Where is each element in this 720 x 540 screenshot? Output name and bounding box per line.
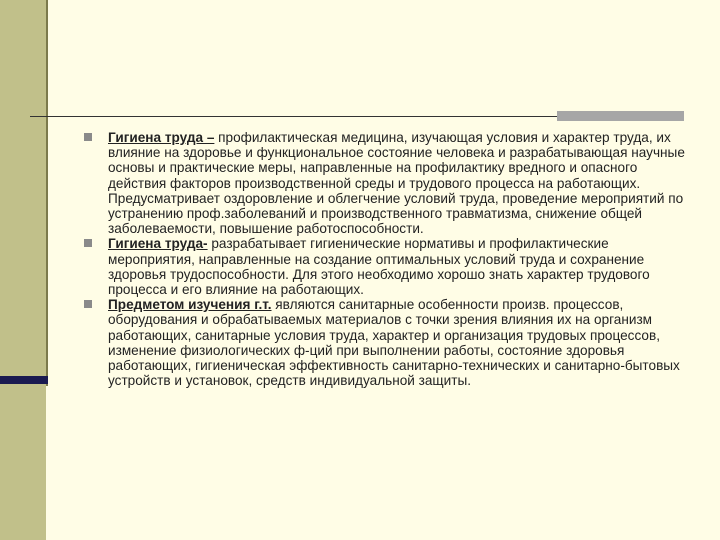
- square-bullet-icon: [84, 239, 92, 247]
- bullet-term: Гигиена труда-: [108, 236, 208, 252]
- decorative-side-bar: [0, 0, 46, 540]
- bullet-term: Предметом изучения г.т.: [108, 297, 272, 313]
- bullet-text: являются санитарные особенности произв. процессов, оборудования и обрабатываемых материалов с точки зрения влияния их на организм работающих, санитарные условия труда, характер и организация трудовых процессов, изменение физиологических ф-ций при выполнении работы, состояние здоровья работающих, гигиеническая эффективность санитарно-технических и санитарно-бытовых устройств и установок, средств индивидуальной защиты.: [108, 297, 680, 389]
- bullet-item: [84, 297, 690, 388]
- bullet-term: Гигиена труда –: [108, 130, 215, 145]
- decorative-side-line: [46, 0, 48, 386]
- decorative-side-accent: [0, 376, 48, 384]
- bullet-item: [84, 130, 690, 236]
- square-bullet-icon: [84, 133, 92, 141]
- divider-accent-block: [557, 111, 684, 121]
- bullet-text: разрабатывает гигиенические нормативы и профилактические мероприятия, направленные на создание оптимальных условий труда и сохранение здоровья трудоспособности. Для этого необходимо хорошо знать характер трудового процесса и его влияние на работающих.: [108, 236, 650, 298]
- bullet-text: профилактическая медицина, изучающая условия и характер труда, их влияние на здоровье и функциональное состояние человека и разрабатывающая научные основы и практические меры, направленные на профилактику вредного и опасного действия факторов производственной среды и трудового процесса на работающих. Предусматривает оздоровление и облегчение условий труда, проведение мероприятий по устранению проф.заболеваний и производственного травматизма, снижение общей заболеваемости, повышение работоспособности.: [108, 130, 685, 237]
- bullet-item: [84, 236, 690, 297]
- square-bullet-icon: [84, 300, 92, 308]
- slide-body: [84, 130, 690, 388]
